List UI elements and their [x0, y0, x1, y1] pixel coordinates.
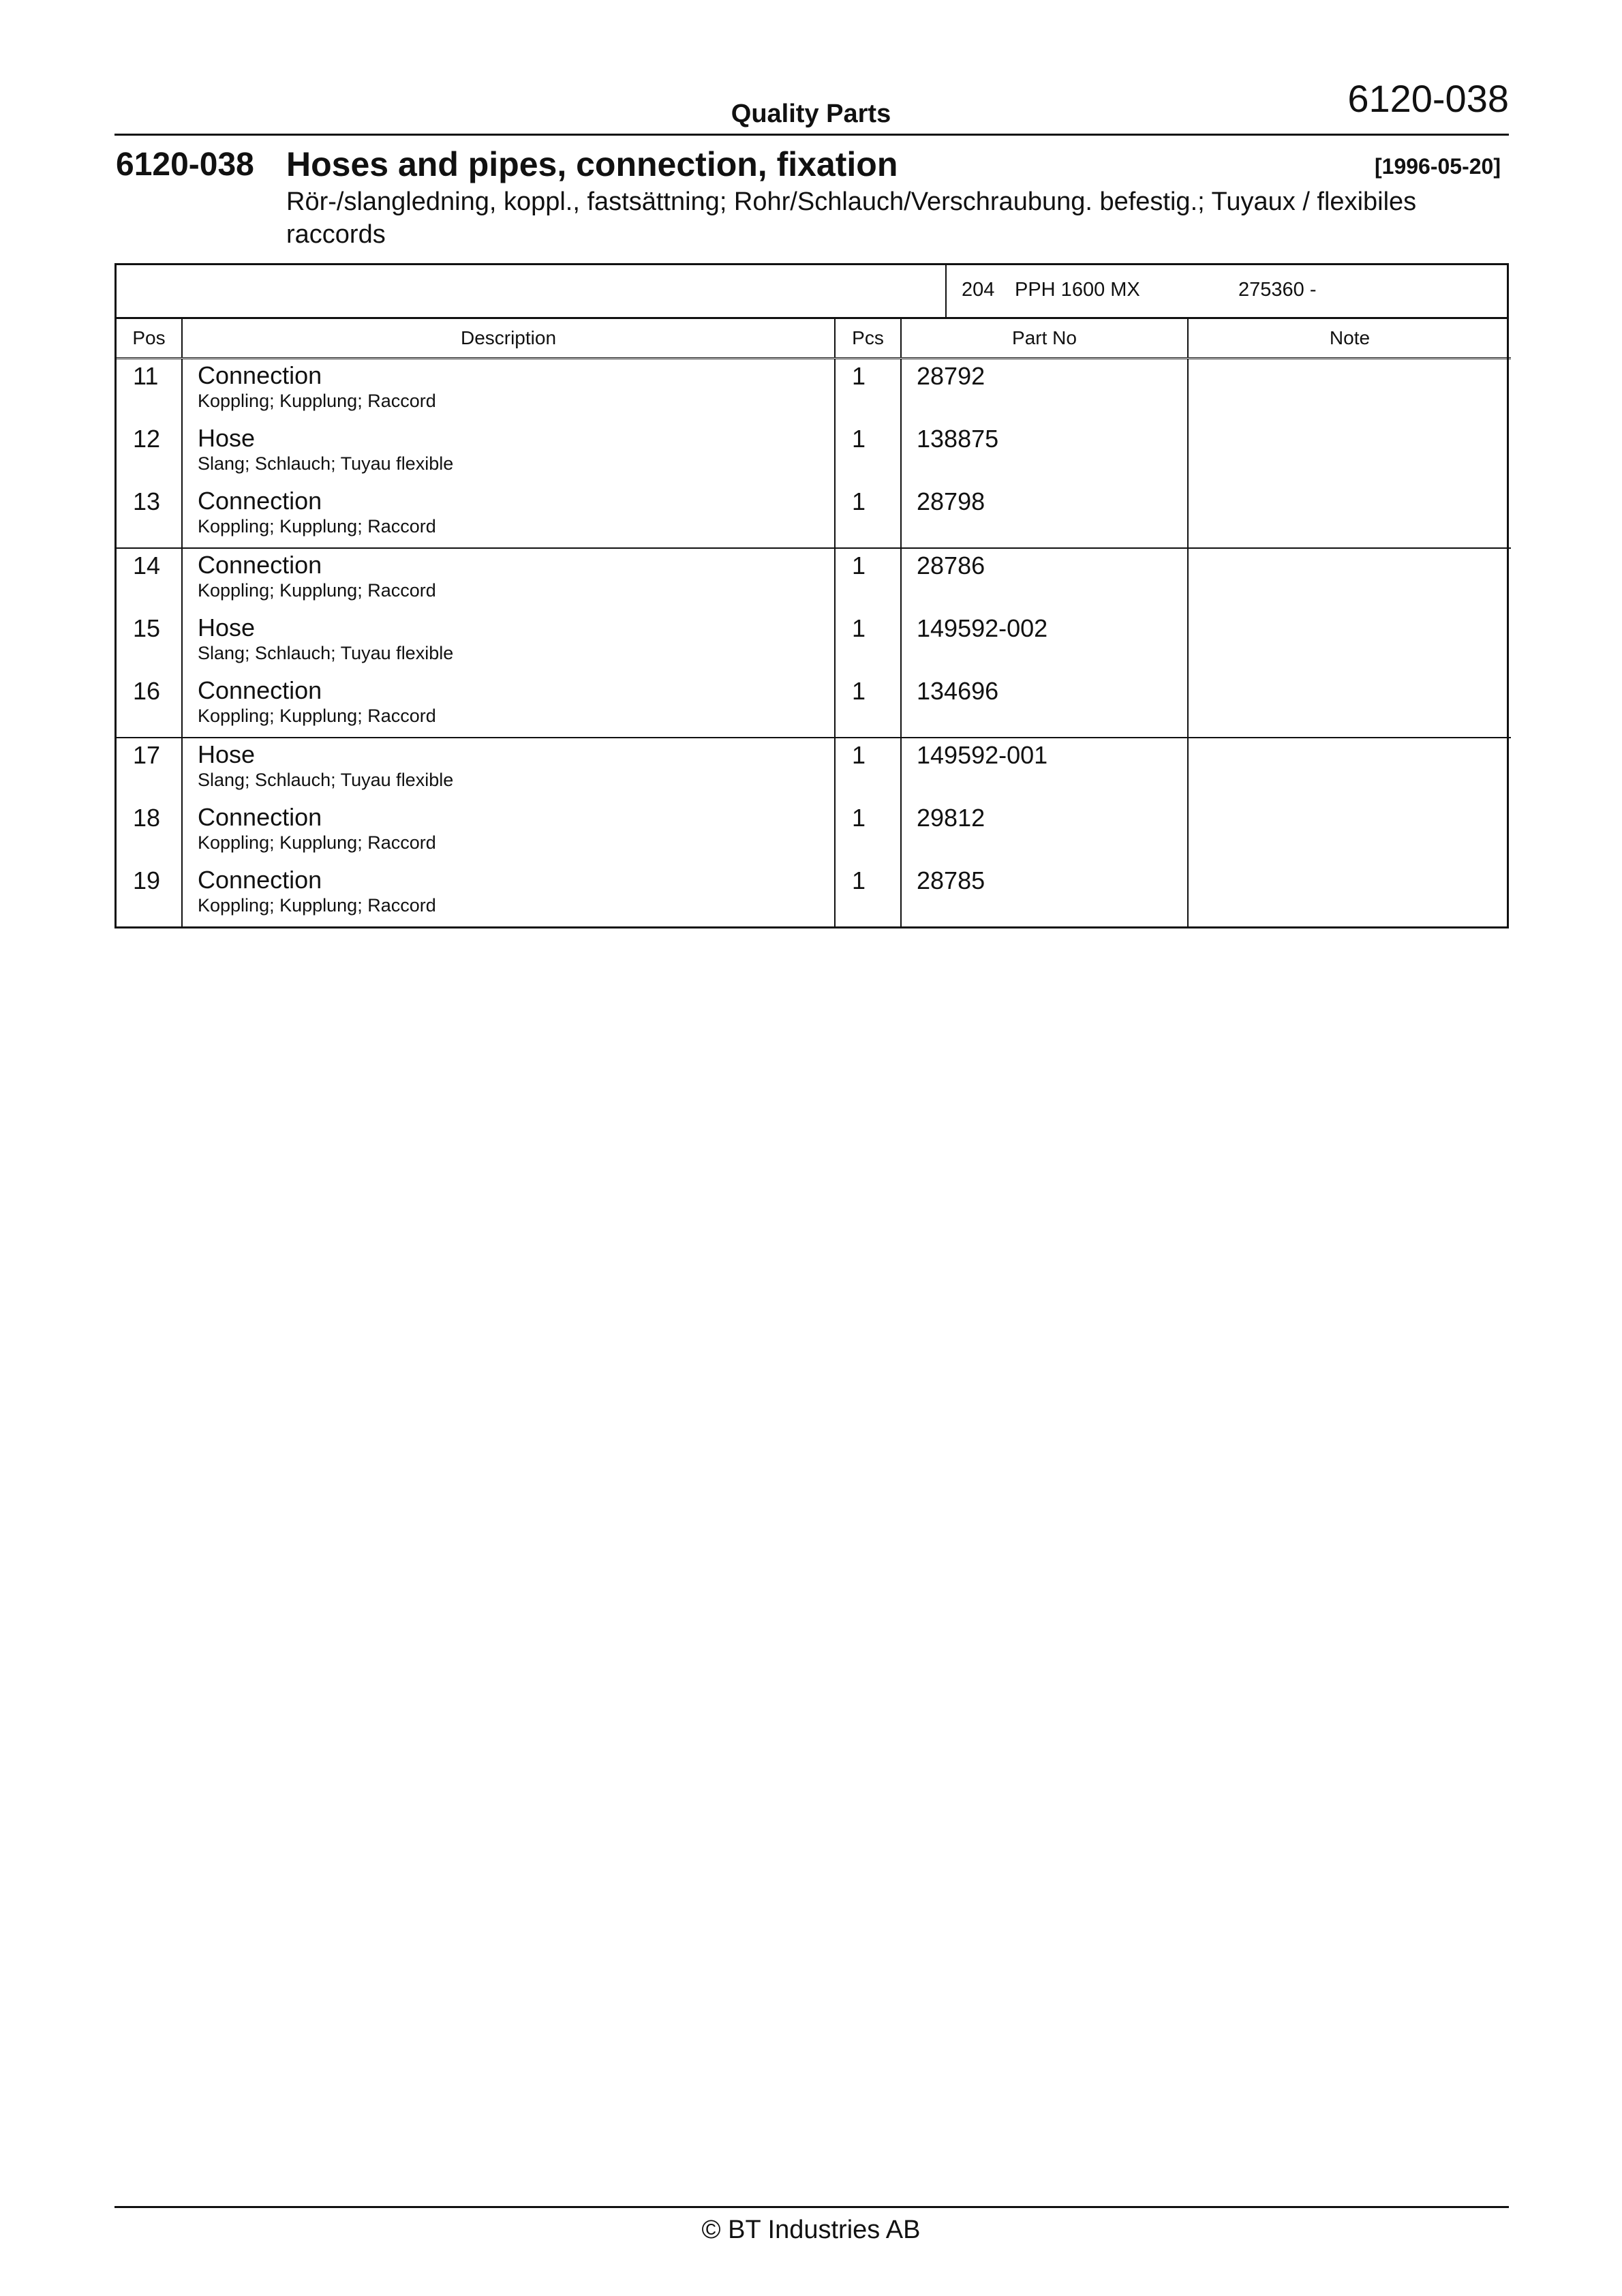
description-cell [182, 674, 835, 738]
note-cell [1188, 485, 1511, 548]
description-translations: Slang; Schlauch; Tuyau flexible [198, 770, 454, 790]
pos-cell: 18 [133, 804, 161, 832]
part-no-cell: 149592-002 [901, 611, 1188, 674]
description-main: Hose [198, 424, 256, 452]
pcs-cell: 1 [835, 548, 901, 611]
part-no-cell: 149592-001 [901, 738, 1188, 801]
col-header-pos: Pos [117, 319, 182, 359]
description-cell [182, 611, 835, 674]
col-header-note: Note [1188, 319, 1511, 359]
section-subtitle: Rör-/slangledning, koppl., fastsättning; Rohr/Schlauch/Verschraubung. befestig.; Tuyaux / flexibiles raccords [286, 187, 1417, 249]
pcs-cell: 1 [835, 674, 901, 738]
description-cell [182, 864, 835, 926]
note-cell [1188, 359, 1511, 423]
part-no-cell: 28785 [901, 864, 1188, 926]
section-date: [1996-05-20] [1375, 154, 1501, 179]
pos-cell: 16 [133, 677, 161, 705]
description-translations: Koppling; Kupplung; Raccord [198, 391, 436, 411]
description-main: Hose [198, 740, 256, 768]
model-info-cell [945, 265, 1508, 317]
table-row [117, 674, 1511, 738]
description-cell [182, 738, 835, 801]
pos-cell: 15 [133, 614, 161, 642]
note-cell [1188, 801, 1511, 864]
description-translations: Slang; Schlauch; Tuyau flexible [198, 643, 454, 663]
part-no-cell: 28798 [901, 485, 1188, 548]
pos-cell: 17 [117, 738, 182, 801]
parts-list [117, 319, 1511, 926]
model-number: 204 [962, 279, 995, 301]
description-cell [182, 548, 835, 611]
footer-copyright: © BT Industries AB [701, 2216, 921, 2244]
description-main: Connection [198, 487, 322, 515]
description-main: Hose [198, 614, 256, 641]
col-header-pcs: Pcs [835, 319, 901, 359]
description-cell [182, 801, 835, 864]
description-main: Connection [198, 551, 322, 579]
description-cell [182, 359, 835, 423]
description-cell [182, 485, 835, 548]
part-no-cell: 28786 [901, 548, 1188, 611]
table-header-row [117, 319, 1511, 359]
table-row [117, 485, 1511, 548]
pos-cell: 13 [133, 487, 161, 515]
description-translations: Koppling; Kupplung; Raccord [198, 832, 436, 853]
footer-divider [114, 2206, 1509, 2208]
table-row [117, 548, 1511, 611]
pcs-cell: 1 [835, 359, 901, 423]
description-main: Connection [198, 361, 322, 389]
description-translations: Koppling; Kupplung; Raccord [198, 580, 436, 601]
description-main: Connection [198, 676, 322, 704]
pcs-cell: 1 [835, 611, 901, 674]
page-code: 6120-038 [1347, 77, 1509, 120]
col-header-description: Description [182, 319, 835, 359]
section-title: Hoses and pipes, connection, fixation [286, 145, 898, 183]
header-divider [114, 134, 1509, 136]
note-cell [1188, 674, 1511, 738]
pcs-cell: 1 [835, 738, 901, 801]
table-row [117, 738, 1511, 801]
note-cell [1188, 864, 1511, 926]
part-no-cell: 29812 [901, 801, 1188, 864]
table-row [117, 864, 1511, 926]
note-cell [1188, 738, 1511, 801]
table-row [117, 611, 1511, 674]
pcs-cell: 1 [835, 801, 901, 864]
model-name: PPH 1600 MX [1015, 279, 1140, 301]
section-code: 6120-038 [116, 147, 254, 183]
part-no-cell: 138875 [901, 422, 1188, 485]
description-translations: Koppling; Kupplung; Raccord [198, 895, 436, 916]
model-info-row [117, 265, 1507, 319]
table-row [117, 359, 1511, 423]
header-title: Quality Parts [731, 100, 891, 128]
note-cell [1188, 422, 1511, 485]
description-translations: Koppling; Kupplung; Raccord [198, 516, 436, 537]
col-header-part-no: Part No [901, 319, 1188, 359]
model-serial: 275360 - [1238, 279, 1317, 301]
pos-cell: 19 [133, 866, 161, 894]
description-translations: Koppling; Kupplung; Raccord [198, 706, 436, 726]
description-cell [182, 422, 835, 485]
note-cell [1188, 611, 1511, 674]
pos-cell: 12 [133, 425, 161, 453]
note-cell [1188, 548, 1511, 611]
pos-cell: 14 [117, 548, 182, 611]
description-main: Connection [198, 866, 322, 894]
pos-cell: 11 [133, 362, 159, 390]
table-row [117, 422, 1511, 485]
description-main: Connection [198, 803, 322, 831]
part-no-cell: 134696 [901, 674, 1188, 738]
table-row [117, 801, 1511, 864]
description-translations: Slang; Schlauch; Tuyau flexible [198, 453, 454, 474]
pcs-cell: 1 [835, 485, 901, 548]
pcs-cell: 1 [835, 422, 901, 485]
part-no-cell: 28792 [901, 359, 1188, 423]
parts-table [114, 263, 1509, 928]
pcs-cell: 1 [835, 864, 901, 926]
